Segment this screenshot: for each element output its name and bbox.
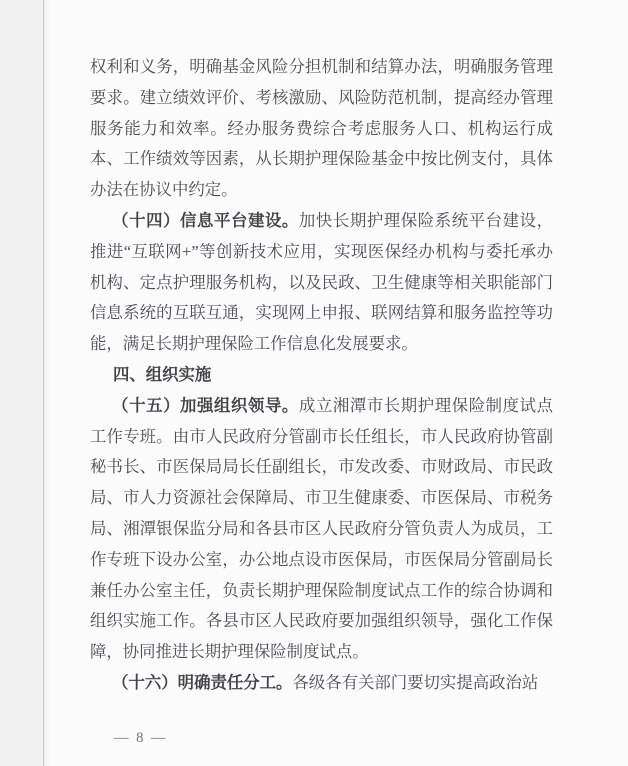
- paragraph-item-16: [90, 668, 553, 699]
- paragraph-item-15: [90, 391, 553, 668]
- item-16-heading: （十六）明确责任分工。: [112, 672, 293, 692]
- page-number: — 8 —: [114, 730, 168, 746]
- item-15-heading: （十五）加强组织领导。: [112, 395, 299, 415]
- item-15-body: 成立湘潭市长期护理保险制度试点工作专班。由市人民政府分管副市长任组长，市人民政府协管副秘书长、市医保局局长任副组长，市发改委、市财政局、市民政局、市人力资源社会保障局、市卫生健康委、市医保局、市税务局、湘潭银保监分局和各县市区人民政府分管负责人为成员，工作专班下设办公室，办公地点设市医保局，市医保局分管副局长兼任办公室主任，负责长期护理保险制度试点工作的综合协调和组织实施工作。各县市区人民政府要加强组织领导，强化工作保障，协同推进长期护理保险制度试点。: [90, 395, 554, 662]
- item-14-heading: （十四）信息平台建设。: [112, 210, 299, 230]
- item-14-body: 加快长期护理保险系统平台建设，推进“互联网+”等创新技术应用，实现医保经办机构与委托承办机构、定点护理服务机构，以及民政、卫生健康等相关职能部门信息系统的互联互通，实现网上申报、联网结算和服务监控等功能，满足长期护理保险工作信息化发展要求。: [90, 210, 554, 354]
- paragraph-continued-from-previous-page: 权利和义务，明确基金风险分担机制和结算办法，明确服务管理要求。建立绩效评价、考核激励、风险防范机制，提高经办管理服务能力和效率。经办服务费综合考虑服务人口、机构运行成本、工作绩效等因素，从长期护理保险基金中按比例支付，具体办法在协议中约定。: [90, 57, 553, 200]
- scan-edge-shadow: [44, 0, 50, 766]
- paragraph-item-14: [90, 206, 553, 360]
- scan-left-margin: [0, 0, 44, 766]
- item-16-body: 各级各有关部门要切实提高政治站: [292, 672, 539, 692]
- section-heading-organization-implementation: 四、组织实施: [112, 364, 212, 384]
- document-text-block: [90, 52, 553, 699]
